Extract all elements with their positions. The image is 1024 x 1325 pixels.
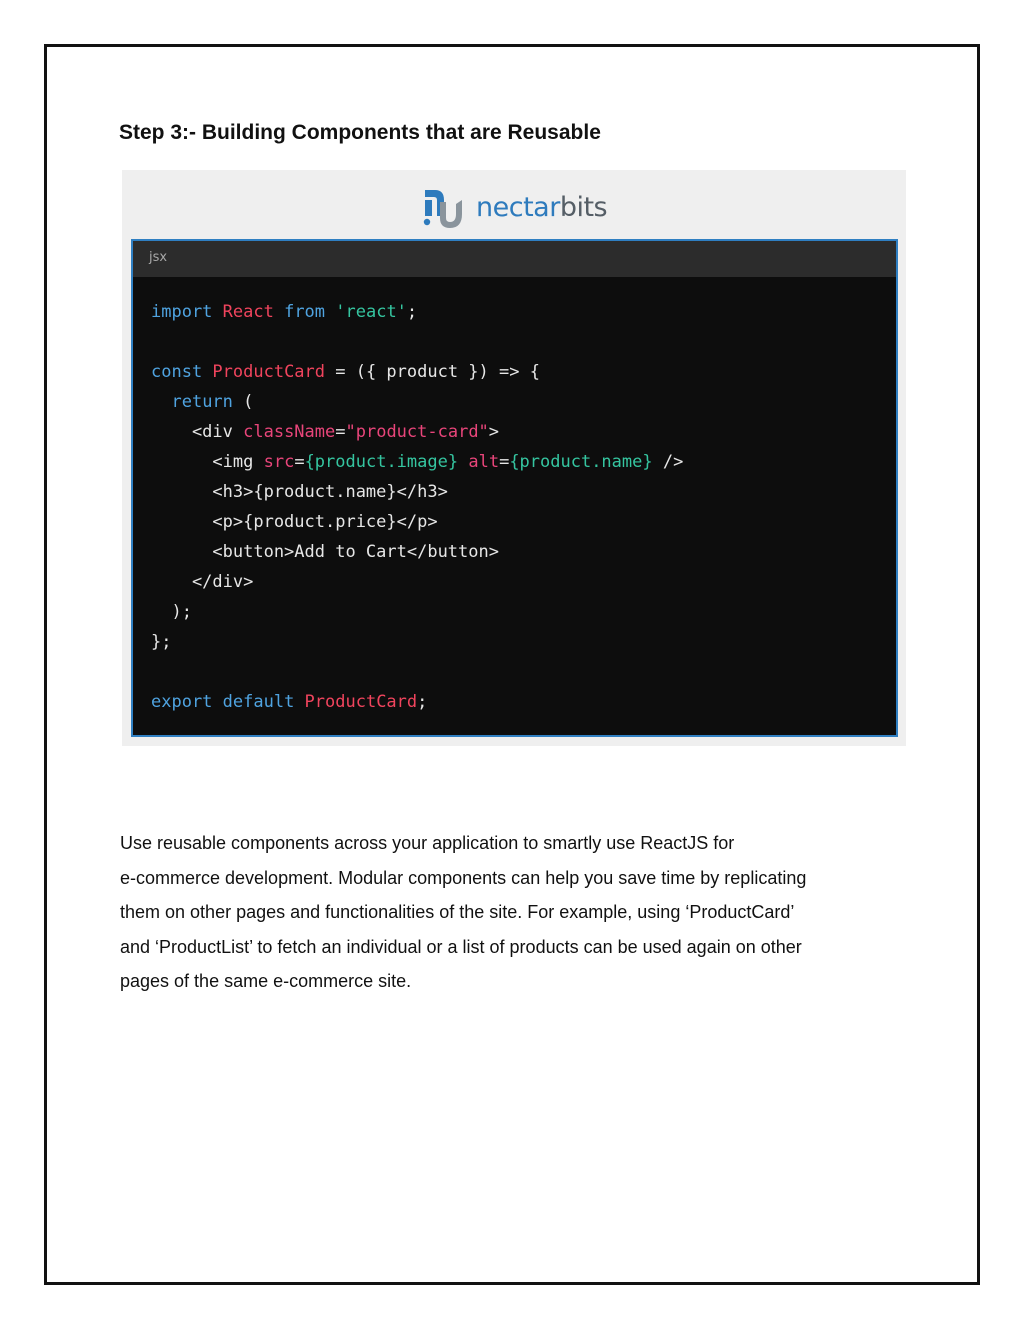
code-token: ); bbox=[151, 602, 192, 622]
code-token: }; bbox=[151, 632, 172, 652]
paragraph-line: and ‘ProductList’ to fetch an individual or a list of products can be used again on other bbox=[120, 936, 802, 957]
code-token bbox=[151, 392, 171, 412]
code-token: ; bbox=[417, 692, 428, 712]
code-token: ProductCard bbox=[304, 692, 418, 712]
code-language-label: jsx bbox=[133, 241, 896, 277]
code-token: ( bbox=[232, 392, 254, 412]
code-token: <div bbox=[151, 422, 244, 442]
code-line bbox=[151, 357, 896, 387]
code-token: default bbox=[222, 692, 305, 712]
nectarbits-logo-icon bbox=[422, 186, 468, 228]
code-token: src bbox=[263, 452, 295, 472]
code-token: <img bbox=[151, 452, 264, 472]
code-token: return bbox=[171, 392, 233, 412]
paragraph-line: them on other pages and functionalities of the site. For example, using ‘ProductCard’ bbox=[120, 902, 795, 922]
code-line bbox=[151, 297, 896, 327]
code-line bbox=[151, 447, 896, 477]
code-token: {product.image} bbox=[304, 452, 459, 472]
code-screenshot-figure bbox=[122, 170, 906, 746]
code-token: <button>Add to Cart</button> bbox=[151, 542, 499, 562]
code-line bbox=[151, 327, 896, 357]
code-line bbox=[151, 417, 896, 447]
code-line bbox=[151, 537, 896, 567]
code-token: /> bbox=[652, 452, 684, 472]
code-window bbox=[131, 239, 898, 737]
code-token: = bbox=[294, 452, 305, 472]
code-line bbox=[151, 507, 896, 537]
code-token: alt bbox=[468, 452, 500, 472]
code-token: React bbox=[222, 302, 285, 322]
code-line bbox=[151, 657, 896, 687]
code-token: = bbox=[335, 422, 346, 442]
code-line bbox=[151, 687, 896, 717]
code-token: <h3>{product.name}</h3> bbox=[151, 482, 448, 502]
code-token: ProductCard bbox=[212, 362, 326, 382]
code-token: export bbox=[151, 692, 223, 712]
code-token: 'react' bbox=[335, 302, 407, 322]
code-token: {product.name} bbox=[509, 452, 653, 472]
code-token: <p>{product.price}</p> bbox=[151, 512, 438, 532]
code-line bbox=[151, 627, 896, 657]
paragraph-line: Use reusable components across your application to smartly use ReactJS for bbox=[120, 833, 735, 853]
code-token: "product-card" bbox=[345, 422, 489, 442]
code-token: const bbox=[151, 362, 213, 382]
code-token: > bbox=[488, 422, 500, 442]
code-token: className bbox=[243, 422, 336, 442]
code-token: = ({ product }) => { bbox=[325, 362, 540, 382]
code-token: from bbox=[284, 302, 336, 322]
code-token: import bbox=[151, 302, 223, 322]
paragraph-line: e-commerce development. Modular components can help you save time by replicating bbox=[120, 867, 807, 888]
nectarbits-logo bbox=[422, 184, 607, 230]
code-line bbox=[151, 567, 896, 597]
code-line bbox=[151, 477, 896, 507]
code-line bbox=[151, 387, 896, 417]
section-heading: Step 3:- Building Components that are Reusable bbox=[119, 121, 601, 144]
code-line bbox=[151, 597, 896, 627]
code-token: = bbox=[499, 452, 510, 472]
body-paragraph bbox=[120, 826, 910, 999]
code-token: </div> bbox=[151, 572, 254, 592]
code-block bbox=[133, 277, 896, 717]
nectarbits-wordmark: nectarbits bbox=[476, 191, 608, 223]
code-token: ; bbox=[406, 302, 418, 322]
code-token bbox=[458, 452, 468, 472]
paragraph-line: pages of the same e-commerce site. bbox=[120, 971, 412, 991]
